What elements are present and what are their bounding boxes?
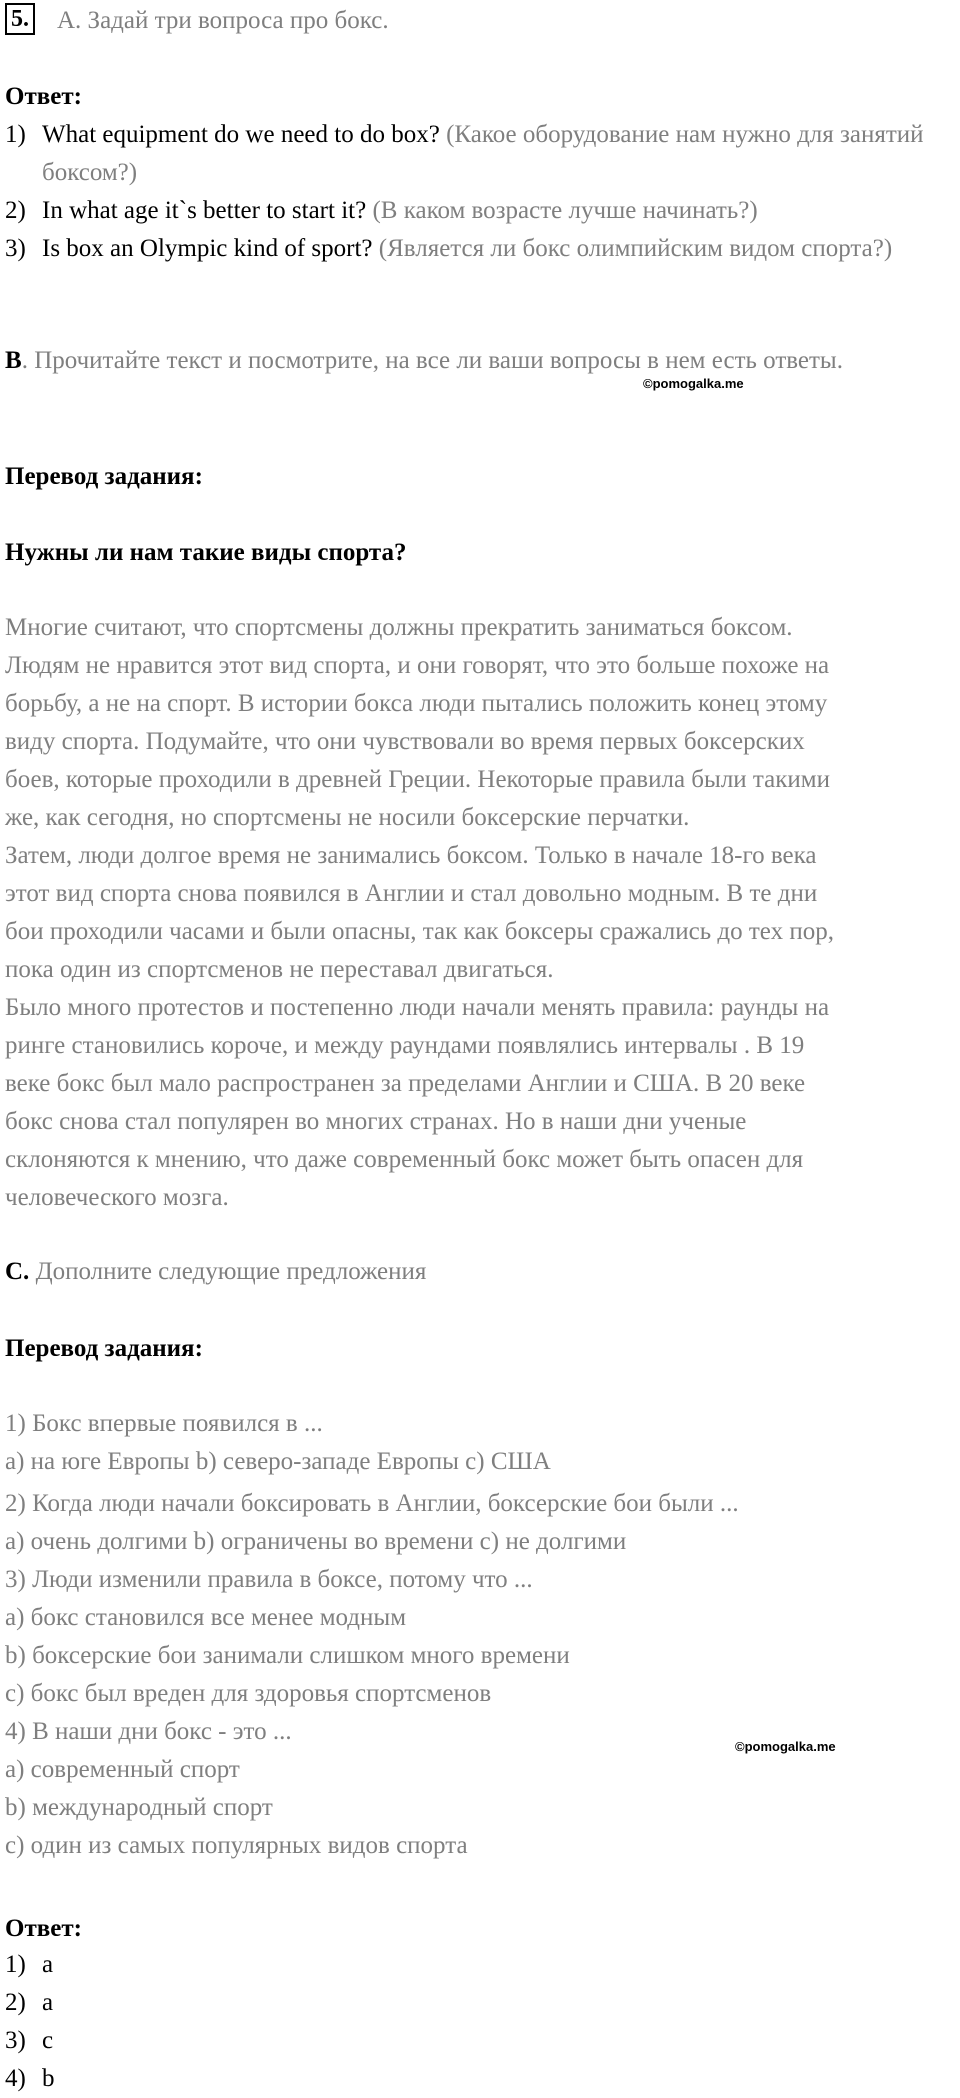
exercise-number: 5. — [5, 3, 35, 35]
question-en: In what age it`s better to start it? — [42, 197, 367, 224]
answer-value: a — [42, 1951, 54, 1978]
question-ru: (Является ли бокс олимпийским видом спорта?) — [372, 235, 893, 262]
text-line: бокс снова стал популярен во многих странах. Но в наши дни ученые — [5, 1108, 747, 1135]
text-line: же, как сегодня, но спортсмены не носили боксерские перчатки. — [5, 804, 690, 831]
item-number: 4) — [5, 2065, 26, 2092]
text-line: Затем, люди долгое время не занимались боксом. Только в начале 18-го века — [5, 842, 817, 869]
task-c-letter: C. — [5, 1258, 30, 1285]
task-b-letter: B — [5, 347, 22, 374]
answer-c-item — [5, 2060, 952, 2098]
question-ru: (Какое оборудование нам нужно для занятий боксом?) — [42, 121, 924, 186]
answer-a-list — [5, 116, 952, 268]
text-line: виду спорта. Подумайте, что они чувствовали во время первых боксерских — [5, 728, 805, 755]
task-a-text: А. Задай три вопроса про бокс. — [57, 7, 389, 34]
text-line: этот вид спорта снова появился в Англии и стал довольно модным. В те дни — [5, 880, 818, 907]
answer-c-label: Ответ: — [5, 1915, 82, 1942]
task-b — [5, 342, 952, 380]
text-line: борьбу, а не на спорт. В истории бокса люди пытались положить конец этому — [5, 690, 828, 717]
item-number: 3) — [5, 2027, 26, 2054]
text-title: Нужны ли нам такие виды спорта? — [5, 539, 407, 566]
watermark: ©pomogalka.me — [643, 376, 744, 391]
question-line: 3) Люди изменили правила в боксе, потому что ... — [5, 1566, 533, 1593]
item-number: 2) — [5, 197, 26, 224]
text-line: ринге становились короче, и между раундами появлялись интервалы . В 19 — [5, 1032, 805, 1059]
answer-c-item — [5, 2022, 952, 2060]
answer-value: b — [42, 2065, 55, 2092]
item-number: 2) — [5, 1989, 26, 2016]
text-line: пока один из спортсменов не переставал двигаться. — [5, 956, 554, 983]
translation-c-list — [5, 1405, 952, 1865]
option-line: b) боксерские бои занимали слишком много времени — [5, 1642, 570, 1669]
option-line: c) один из самых популярных видов спорта — [5, 1832, 468, 1859]
item-number: 1) — [5, 1951, 26, 1978]
question-line: 2) Когда люди начали боксировать в Англии, боксерские бои были ... — [5, 1490, 739, 1517]
item-number: 3) — [5, 235, 26, 262]
options-line: a) на юге Европы b) северо-западе Европы c) США — [5, 1448, 551, 1475]
question-line: 1) Бокс впервые появился в ... — [5, 1410, 323, 1437]
text-line: человеческого мозга. — [5, 1184, 229, 1211]
translation-text — [5, 609, 952, 1217]
text-line: веке бокс был мало распространен за пределами Англии и США. В 20 веке — [5, 1070, 806, 1097]
task-c-text: Дополните следующие предложения — [29, 1258, 427, 1285]
question-en: What equipment do we need to do box? — [42, 121, 440, 148]
option-line: a) современный спорт — [5, 1756, 240, 1783]
answer-value: c — [42, 2027, 54, 2054]
task-a-header — [5, 2, 952, 40]
task-b-text: . Прочитайте текст и посмотрите, на все ли ваши вопросы в нем есть ответы. — [21, 347, 843, 374]
watermark: ©pomogalka.me — [735, 1739, 836, 1754]
question-en: Is box an Olympic kind of sport? — [42, 235, 373, 262]
answer-a-item — [5, 116, 952, 192]
question-ru: (В каком возрасте лучше начинать?) — [366, 197, 758, 224]
option-line: a) бокс становился все менее модным — [5, 1604, 407, 1631]
translation-b-label: Перевод задания: — [5, 463, 203, 490]
answer-c-list — [5, 1946, 952, 2098]
translation-c-label: Перевод задания: — [5, 1335, 203, 1362]
answer-c-item — [5, 1946, 952, 1984]
text-line: Многие считают, что спортсмены должны прекратить заниматься боксом. — [5, 614, 793, 641]
question-line: 4) В наши дни бокс - это ... — [5, 1718, 292, 1745]
task-c — [5, 1253, 952, 1291]
answer-a-item — [5, 192, 952, 230]
answer-a-item — [5, 230, 952, 268]
item-number: 1) — [5, 121, 26, 148]
options-line: a) очень долгими b) ограничены во времени c) не долгими — [5, 1528, 627, 1555]
option-line: b) международный спорт — [5, 1794, 273, 1821]
text-line: склоняются к мнению, что даже современный бокс может быть опасен для — [5, 1146, 804, 1173]
text-line: боев, которые проходили в древней Греции. Некоторые правила были такими — [5, 766, 830, 793]
answer-c-item — [5, 1984, 952, 2022]
option-line: c) бокс был вреден для здоровья спортсменов — [5, 1680, 492, 1707]
answer-a-label: Ответ: — [5, 83, 82, 110]
text-line: Людям не нравится этот вид спорта, и они говорят, что это больше похоже на — [5, 652, 830, 679]
text-line: Было много протестов и постепенно люди начали менять правила: раунды на — [5, 994, 830, 1021]
answer-value: a — [42, 1989, 54, 2016]
text-line: бои проходили часами и были опасны, так как боксеры сражались до тех пор, — [5, 918, 834, 945]
